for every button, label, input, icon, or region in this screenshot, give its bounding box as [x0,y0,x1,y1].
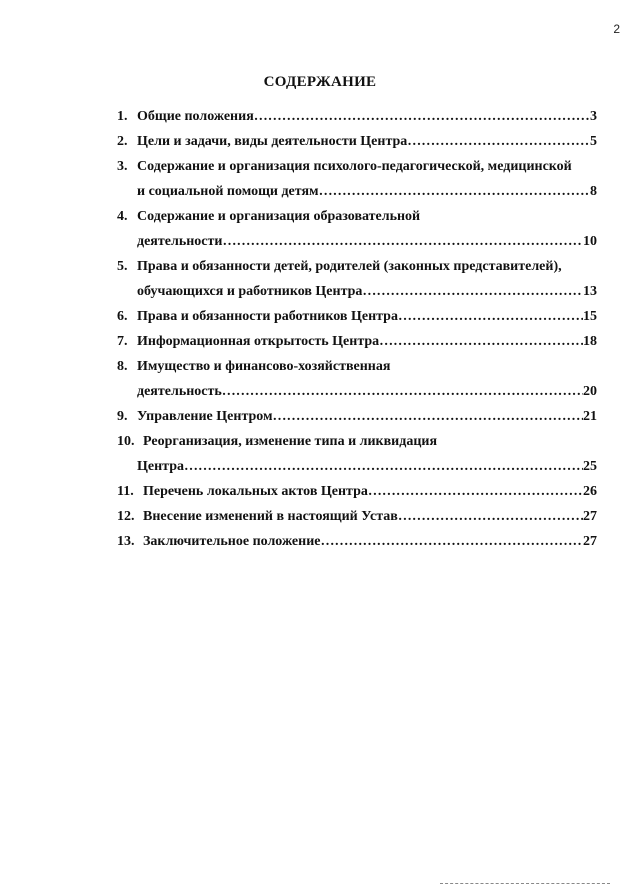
toc-entry-page: 15 [583,309,597,324]
toc-entry-title: Содержание и организация психолого-педагогической, медицинской [137,159,572,174]
toc-entry-4 [117,204,597,229]
toc-leader-dots [407,129,590,154]
toc-leader-dots [362,279,583,304]
toc-entry-title: Имущество и финансово-хозяйственная [137,359,391,374]
toc-entry-title: Заключительное положение [143,534,321,549]
toc-leader-dots [273,404,583,429]
toc-entry-number: 2. [117,134,128,149]
scan-edge-mark [440,883,610,886]
toc-leader-dots [379,329,583,354]
toc-entry-number: 5. [117,259,128,274]
toc-entry-number: 4. [117,209,128,224]
toc-entry-title: Права и обязанности работников Центра [137,309,398,324]
toc-entry-1 [117,104,597,129]
toc-entry-title: Цели и задачи, виды деятельности Центра [137,134,408,149]
toc-entry-page: 20 [583,384,597,399]
toc-entry-page: 13 [583,284,597,299]
toc-entry-8 [117,354,597,379]
toc-leader-dots [320,529,583,554]
toc-entry-number: 11. [117,484,134,499]
toc-entry-11 [117,479,597,504]
toc-entry-number: 7. [117,334,128,349]
toc-entry-title-continued: деятельности [137,234,223,249]
table-of-contents [117,104,597,554]
toc-leader-dots [222,229,583,254]
toc-entry-title-continued: Центра [137,459,185,474]
toc-entry-page: 18 [583,334,597,349]
toc-leader-dots [184,454,583,479]
page-number: 2 [613,22,620,36]
toc-entry-title: Управление Центром [137,409,273,424]
toc-entry-number: 8. [117,359,128,374]
toc-entry-10 [117,429,597,454]
toc-leader-dots [368,479,583,504]
toc-entry-page: 27 [583,534,597,549]
toc-entry-13 [117,529,597,554]
toc-entry-number: 1. [117,109,128,124]
toc-entry-number: 13. [117,534,135,549]
toc-entry-title: Реорганизация, изменение типа и ликвидация [143,434,438,449]
toc-entry-4-continued [117,229,597,254]
toc-leader-dots [398,504,583,529]
toc-entry-2 [117,129,597,154]
toc-entry-12 [117,504,597,529]
toc-entry-number: 12. [117,509,135,524]
toc-entry-page: 3 [590,109,597,124]
toc-entry-title: Общие положения [137,109,254,124]
toc-entry-7 [117,329,597,354]
toc-entry-page: 25 [583,459,597,474]
page-title: СОДЕРЖАНИЕ [263,74,377,90]
toc-entry-title: Права и обязанности детей, родителей (законных представителей), [137,259,562,274]
toc-entry-number: 9. [117,409,128,424]
toc-entry-9 [117,404,597,429]
toc-entry-page: 5 [590,134,597,149]
toc-entry-6 [117,304,597,329]
toc-entry-8-continued [117,379,597,404]
toc-leader-dots [319,179,590,204]
toc-entry-title: Информационная открытость Центра [137,334,380,349]
toc-entry-title-continued: и социальной помощи детям [137,184,319,199]
toc-leader-dots [398,304,583,329]
toc-entry-title: Внесение изменений в настоящий Устав [143,509,398,524]
toc-entry-number: 10. [117,434,135,449]
toc-entry-page: 27 [583,509,597,524]
toc-entry-3 [117,154,597,179]
toc-entry-title: Содержание и организация образовательной [137,209,421,224]
toc-leader-dots [222,379,583,404]
toc-entry-title-continued: обучающихся и работников Центра [137,284,363,299]
toc-entry-page: 8 [590,184,597,199]
toc-entry-title-continued: деятельность [137,384,222,399]
toc-entry-5 [117,254,597,279]
toc-entry-page: 26 [583,484,597,499]
toc-entry-title: Перечень локальных актов Центра [143,484,368,499]
toc-entry-page: 21 [583,409,597,424]
toc-entry-number: 6. [117,309,128,324]
toc-entry-3-continued [117,179,597,204]
toc-entry-page: 10 [583,234,597,249]
toc-leader-dots [254,104,590,129]
toc-entry-number: 3. [117,159,128,174]
toc-entry-10-continued [117,454,597,479]
toc-entry-5-continued [117,279,597,304]
